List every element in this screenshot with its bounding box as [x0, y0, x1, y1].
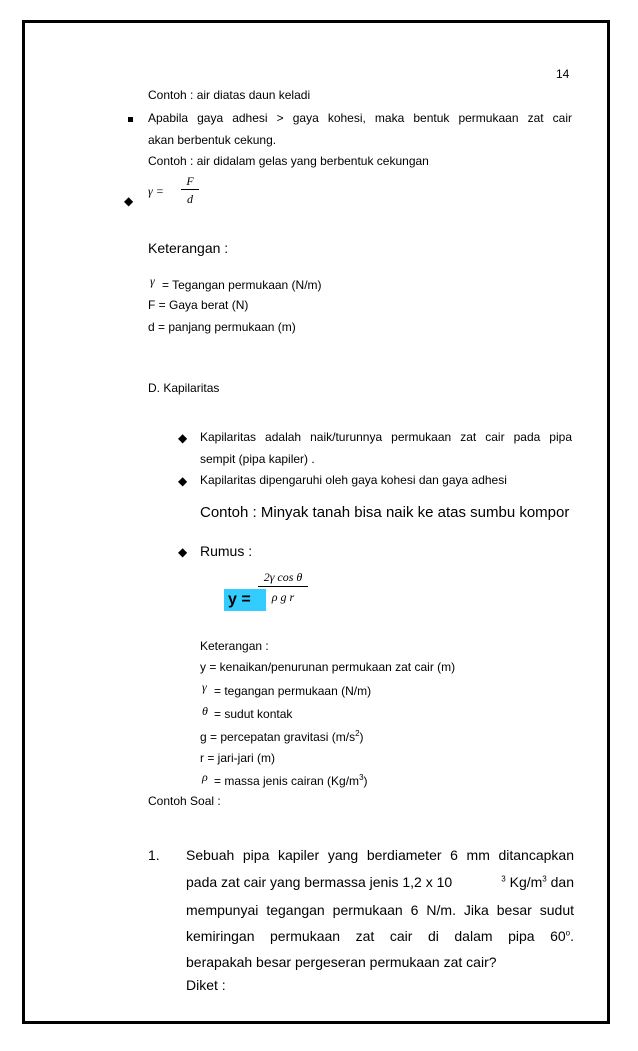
contoh-soal-heading: Contoh Soal :	[148, 794, 221, 808]
formula2-numerator: 2γ cos θ	[263, 570, 303, 584]
diket-label: Diket :	[186, 977, 226, 993]
kapilaritas-def-line-1: Kapilaritas adalah naik/turunnya permukaan zat cair pada pipa	[200, 430, 572, 444]
f-definition: F = Gaya berat (N)	[148, 298, 249, 312]
formula1-denominator: d	[187, 192, 193, 206]
gamma-symbol: γ	[150, 274, 155, 288]
kapilaritas-bullet-2: Kapilaritas dipengaruhi oleh gaya kohesi dan gaya adhesi	[200, 473, 507, 487]
problem-line-5: berapakah besar pergeseran permukaan zat cair?	[186, 954, 497, 970]
y-definition: y = kenaikan/penurunan permukaan zat cair (m)	[200, 660, 456, 674]
kapilaritas-def-line-2: sempit (pipa kapiler) .	[200, 452, 315, 466]
formula1-lhs: γ =	[148, 184, 164, 198]
theta-definition: = sudut kontak	[214, 707, 293, 721]
rho-definition: = massa jenis cairan $(Kg/m^3)$	[214, 773, 368, 788]
section-heading: D. Kapilaritas	[148, 381, 220, 395]
problem-line-4: kemiringan permukaan zat cair di dalam pipa 60$^o$.	[186, 928, 574, 944]
r-definition: r = jari-jari (m)	[200, 751, 275, 765]
formula1-numerator: F	[186, 174, 194, 188]
bullet-line-1: Apabila gaya adhesi > gaya kohesi, maka bentuk permukaan zat cair	[148, 111, 572, 125]
contoh-line-2: Contoh : air didalam gelas yang berbentuk cekungan	[148, 154, 429, 168]
rumus-label: Rumus :	[200, 543, 253, 559]
diamond-bullet-icon: ◆	[178, 545, 188, 559]
rho-symbol: ρ	[202, 770, 208, 784]
problem-line-1: Sebuah pipa kapiler yang berdiameter 6 mm ditancapkan	[186, 847, 574, 863]
gamma-symbol: γ	[202, 680, 207, 694]
diamond-bullet-icon: ◆	[178, 474, 188, 488]
fraction-bar	[181, 189, 199, 190]
keterangan-title: Keterangan :	[200, 639, 269, 653]
diamond-bullet-icon: ◆	[178, 431, 188, 445]
d-definition: d = panjang permukaan (m)	[148, 320, 296, 334]
problem-line-2: pada zat cair yang bermassa jenis 1,2 x 10 $^3$ $Kg/m^3$ dan	[186, 874, 574, 890]
kapilaritas-contoh: Contoh : Minyak tanah bisa naik ke atas sumbu kompor	[200, 504, 570, 521]
g-definition: g = percepatan gravitasi $(m/s^2)$	[200, 729, 364, 744]
problem-number: 1.	[148, 847, 160, 863]
bullet-line-2: akan berbentuk cekung.	[148, 133, 277, 147]
formula2-denominator: ρ g r	[271, 590, 295, 604]
keterangan-title: Keterangan :	[148, 240, 229, 256]
contoh-line-1: Contoh : air diatas daun keladi	[148, 88, 311, 102]
formula2-lhs: y =	[224, 589, 266, 611]
theta-symbol: θ	[202, 704, 208, 718]
gamma-definition: = tegangan permukaan (N/m)	[214, 684, 372, 698]
gamma-definition: = Tegangan permukaan (N/m)	[162, 278, 322, 292]
fraction-bar	[258, 586, 308, 587]
diamond-bullet-icon: ◆	[124, 194, 134, 208]
square-bullet-icon	[128, 117, 133, 122]
problem-line-3: mempunyai tegangan permukaan 6 N/m. Jika besar sudut	[186, 902, 574, 918]
page-number: 14	[556, 67, 570, 81]
